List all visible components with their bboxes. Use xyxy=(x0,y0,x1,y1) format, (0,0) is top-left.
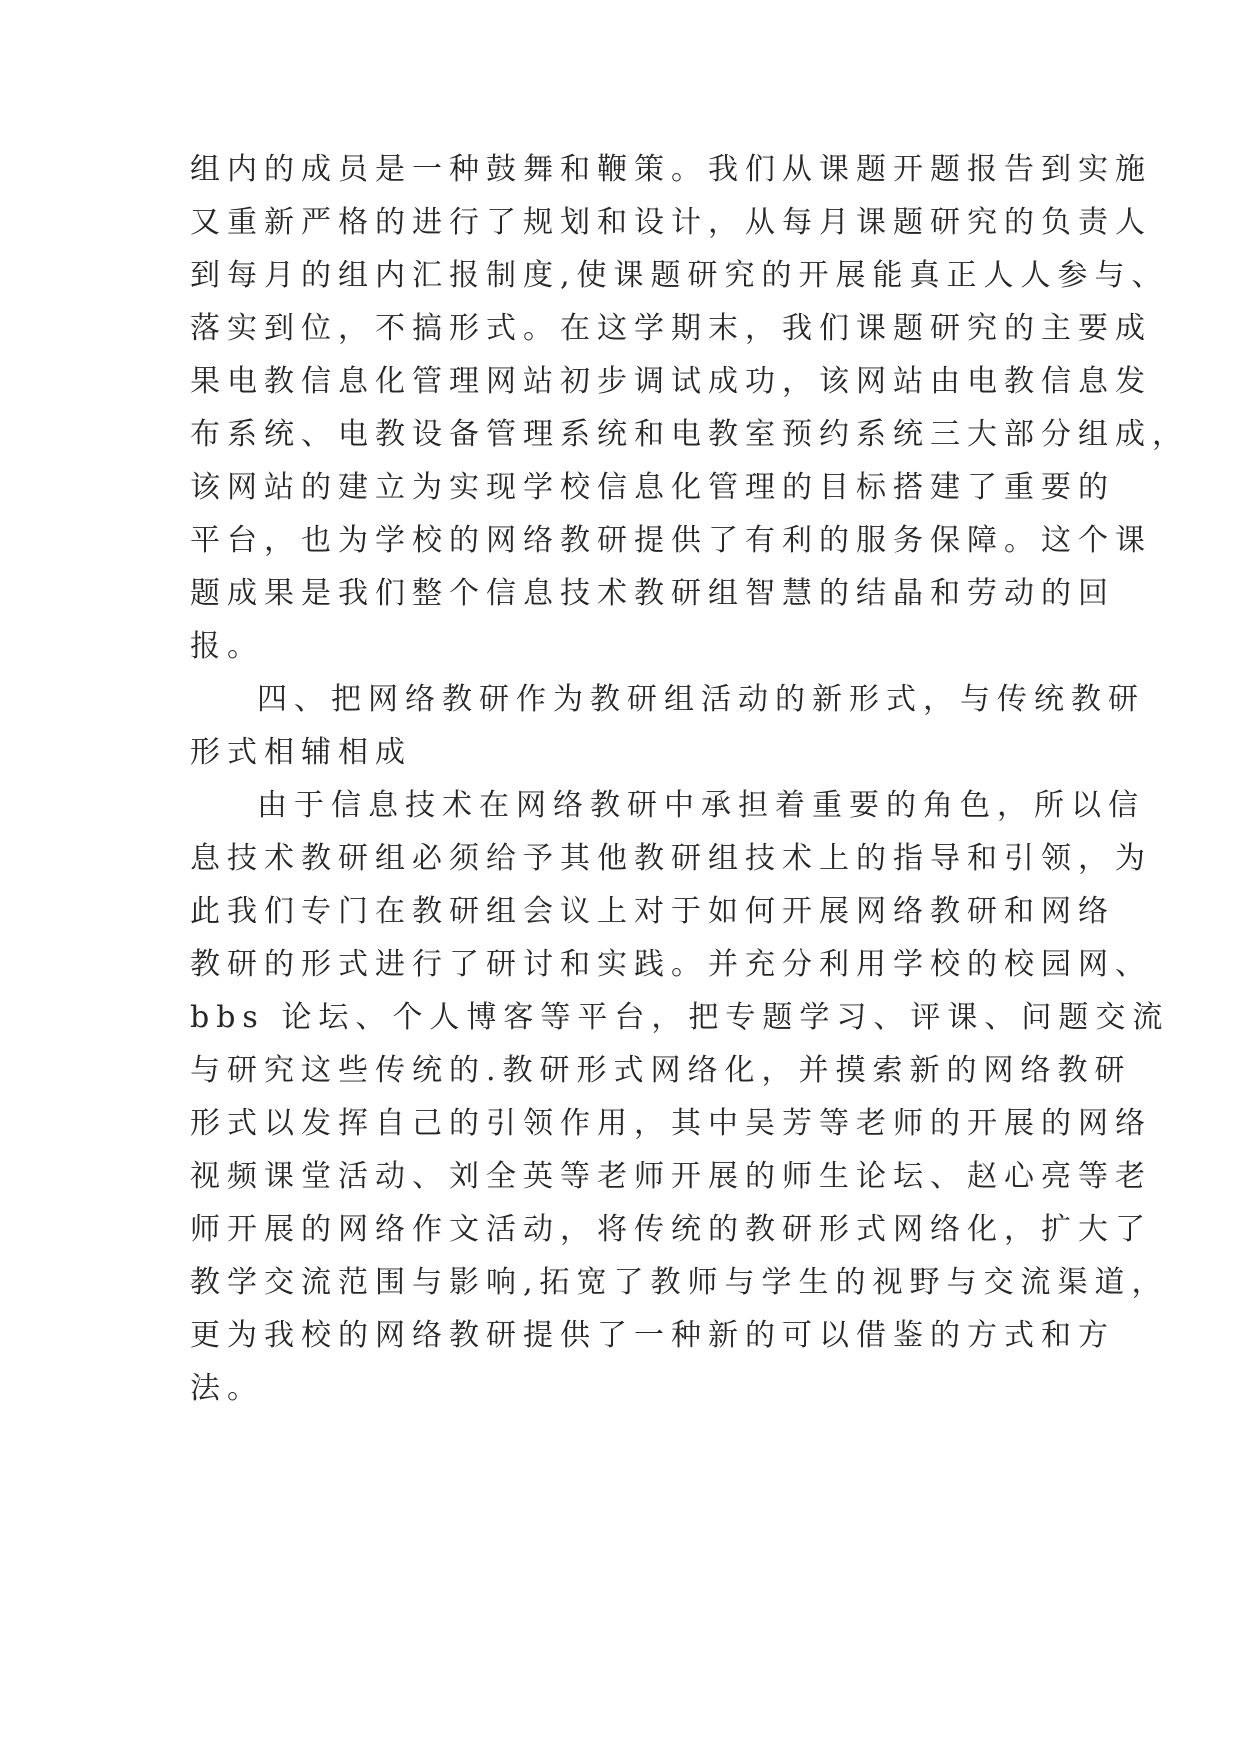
text-line: 报。 xyxy=(190,629,264,664)
text-line: 布系统、电教设备管理系统和电教室预约系统三大部分组成， xyxy=(190,417,1189,452)
text-line: 形式以发挥自己的引领作用，其中吴芳等老师的开展的网络 xyxy=(190,1106,1152,1141)
text-line: 该网站的建立为实现学校信息化管理的目标搭建了重要的 xyxy=(190,470,1115,505)
text-line: 教学交流范围与影响,拓宽了教师与学生的视野与交流渠道， xyxy=(190,1265,1169,1300)
text-line: 教研的形式进行了研讨和实践。并充分利用学校的校园网、 xyxy=(190,947,1152,982)
text-line: 到每月的组内汇报制度,使课题研究的开展能真正人人参与、 xyxy=(190,258,1169,293)
text-line: 视频课堂活动、刘全英等老师开展的师生论坛、赵心亮等老 xyxy=(190,1159,1152,1194)
text-line: 与研究这些传统的.教研形式网络化，并摸索新的网络教研 xyxy=(190,1053,1132,1088)
text-line: 由于信息技术在网络教研中承担着重要的角色，所以信 xyxy=(257,788,1145,823)
text-line: 又重新严格的进行了规划和设计，从每月课题研究的负责人 xyxy=(190,205,1152,240)
text-line: 息技术教研组必须给予其他教研组技术上的指导和引领，为 xyxy=(190,841,1152,876)
text-line: 题成果是我们整个信息技术教研组智慧的结晶和劳动的回 xyxy=(190,576,1115,611)
text-line: 落实到位，不搞形式。在这学期末，我们课题研究的主要成 xyxy=(190,311,1152,346)
section-heading-line: 形式相辅相成 xyxy=(190,735,412,770)
section-heading-line: 四、把网络教研作为教研组活动的新形式，与传统教研 xyxy=(257,682,1145,717)
text-line: 法。 xyxy=(190,1371,264,1406)
text-line: 平台，也为学校的网络教研提供了有利的服务保障。这个课 xyxy=(190,523,1152,558)
text-line: 更为我校的网络教研提供了一种新的可以借鉴的方式和方 xyxy=(190,1318,1115,1353)
text-line: 师开展的网络作文活动，将传统的教研形式网络化，扩大了 xyxy=(190,1212,1152,1247)
text-line: bbs 论坛、个人博客等平台，把专题学习、评课、问题交流 xyxy=(190,1000,1170,1035)
text-line: 此我们专门在教研组会议上对于如何开展网络教研和网络 xyxy=(190,894,1115,929)
text-line: 组内的成员是一种鼓舞和鞭策。我们从课题开题报告到实施 xyxy=(190,152,1152,187)
text-line: 果电教信息化管理网站初步调试成功，该网站由电教信息发 xyxy=(190,364,1152,399)
